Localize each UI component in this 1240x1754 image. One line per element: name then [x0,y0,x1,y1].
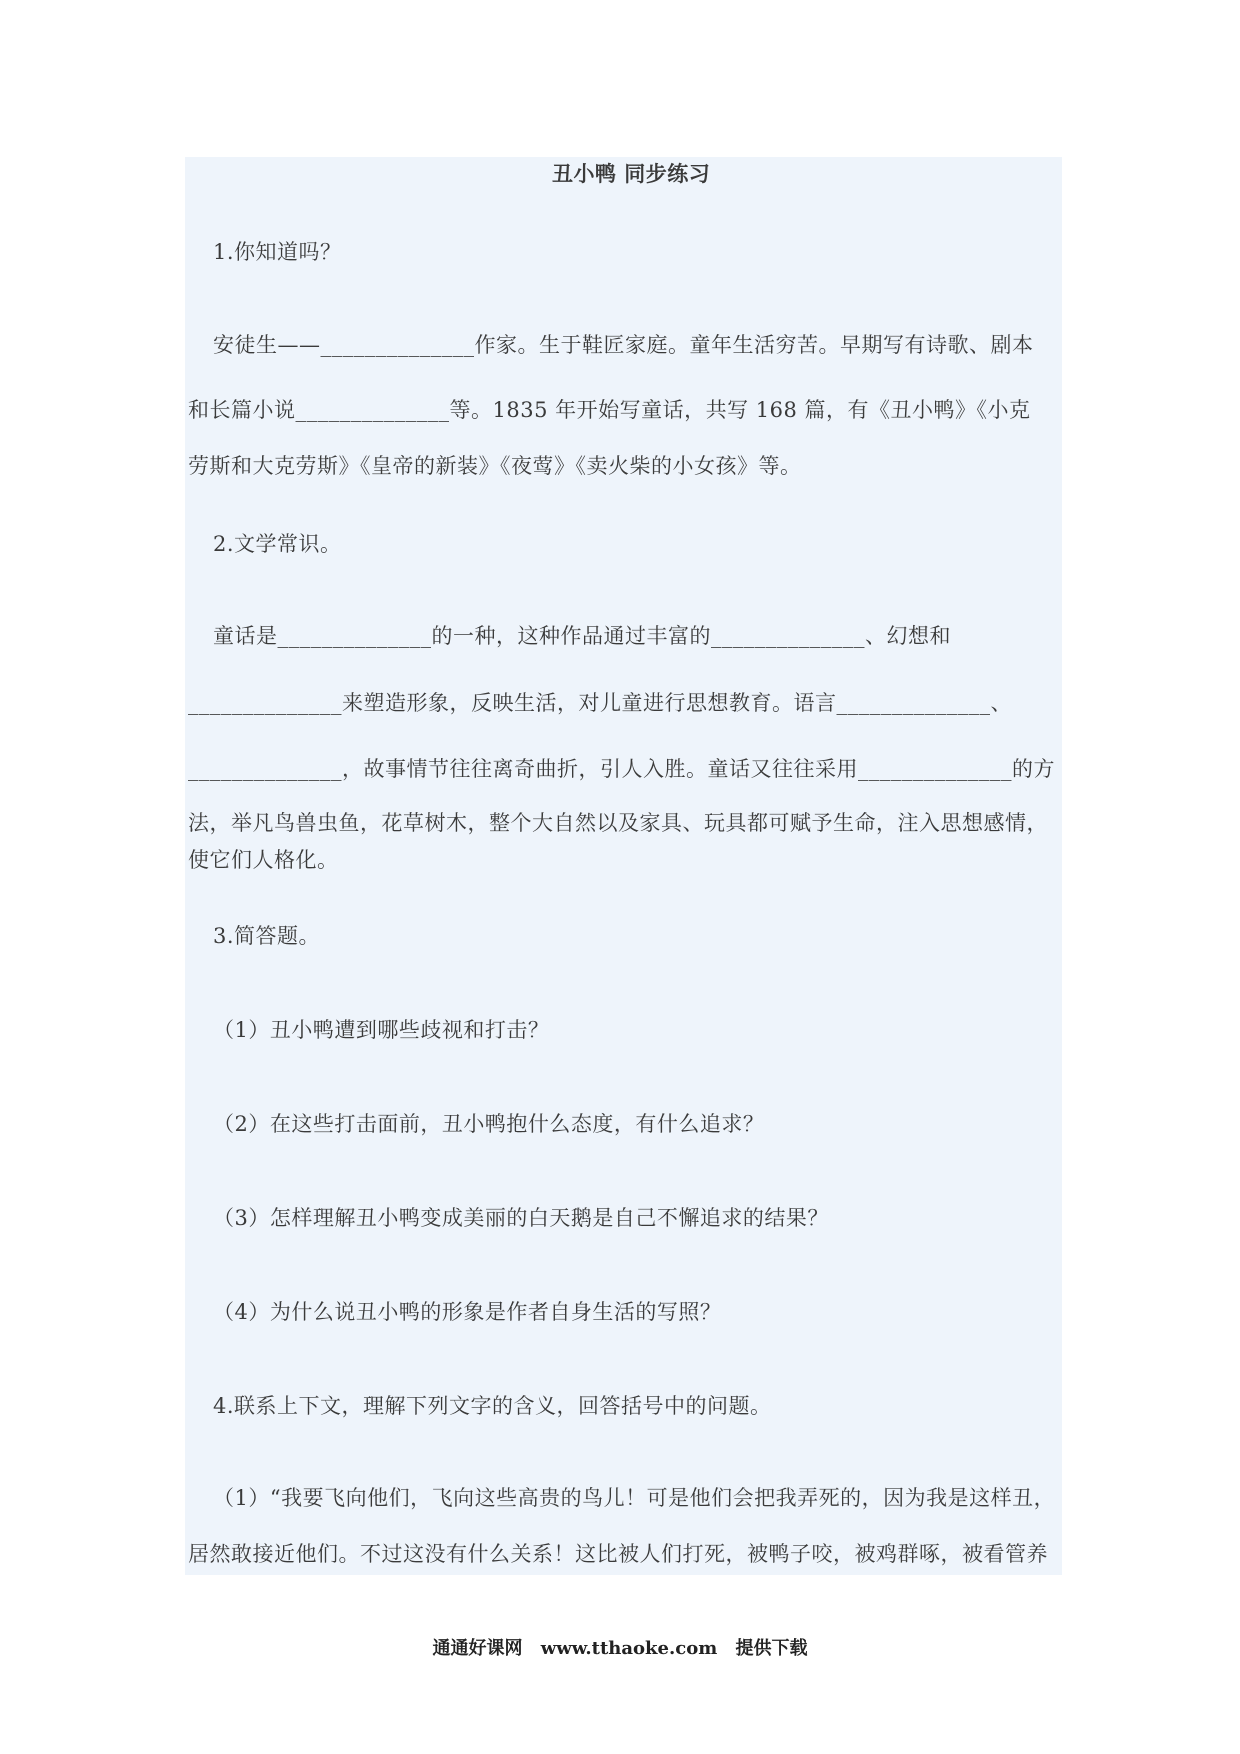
q3-item-2: （2）在这些打击面前，丑小鸭抱什么态度，有什么追求？ [213,1112,765,1136]
q1-line-1: 安徒生——______________作家。生于鞋匠家庭。童年生活穷苦。早期写有诗歌、剧本 [213,333,1034,357]
footer [0,1637,1240,1661]
q2-line-5: 使它们人格化。 [188,848,339,872]
footer-site: 通通好课网 [432,1638,523,1659]
q4-line-1: （1）“我要飞向他们，飞向这些高贵的鸟儿！可是他们会把我弄死的，因为我是这样丑， [213,1486,1056,1510]
q2-line-3: ______________，故事情节往往离奇曲折，引人入胜。童话又往往采用______________的方 [188,757,1055,781]
q1-line-2: 和长篇小说______________等。1835 年开始写童话，共写 168 篇，有《丑小鸭》《小克 [188,398,1031,422]
q2-line-1: 童话是______________的一种，这种作品通过丰富的______________、幻想和 [213,624,951,648]
footer-note: 提供下载 [735,1638,808,1659]
q3-heading: 3.简答题。 [213,924,321,948]
q2-line-4: 法，举凡鸟兽虫鱼，花草树木，整个大自然以及家具、玩具都可赋予生命，注入思想感情， [188,811,1048,835]
q4-heading: 4.联系上下文，理解下列文字的含义，回答括号中的问题。 [213,1394,772,1418]
q1-heading: 1.你知道吗？ [213,240,342,264]
footer-url[interactable]: www.tthaoke.com [540,1638,718,1659]
q1-line-3: 劳斯和大克劳斯》《皇帝的新装》《夜莺》《卖火柴的小女孩》等。 [188,454,802,478]
q4-line-2: 居然敢接近他们。不过这没有什么关系！这比被人们打死，被鸭子咬，被鸡群啄，被看管养 [188,1542,1048,1566]
q3-item-1: （1）丑小鸭遭到哪些歧视和打击？ [213,1018,550,1042]
q3-item-4: （4）为什么说丑小鸭的形象是作者自身生活的写照？ [213,1300,722,1324]
q2-line-2: ______________来塑造形象，反映生活，对儿童进行思想教育。语言______________、 [188,691,1012,715]
page-title: 丑小鸭 同步练习 [552,161,711,186]
q2-heading: 2.文学常识。 [213,532,342,556]
q3-item-3: （3）怎样理解丑小鸭变成美丽的白天鹅是自己不懈追求的结果？ [213,1206,829,1230]
